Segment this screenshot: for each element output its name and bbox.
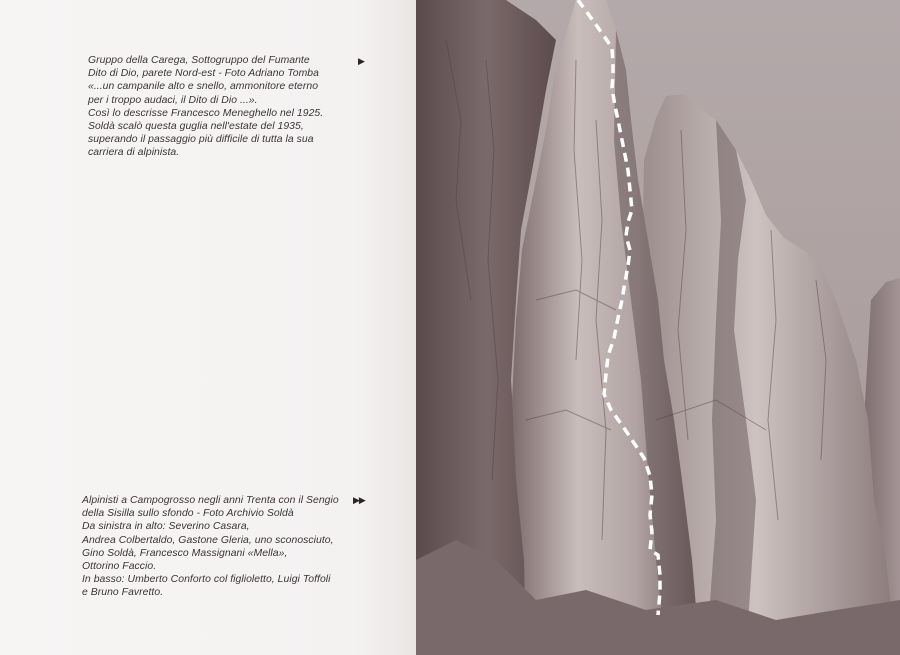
caption-line: Da sinistra in alto: Severino Casara,: [82, 521, 250, 533]
caption-alpinisti: [82, 494, 339, 600]
caption-line: Gino Soldà, Francesco Massignani «Mella»,: [82, 547, 288, 559]
caption-line: per i troppo audaci, il Dito di Dio ...».: [88, 94, 258, 106]
caption-line: e Bruno Favretto.: [82, 587, 164, 599]
caption-line: «...un campanile alto e snello, ammonitore eterno: [88, 81, 319, 93]
caption-line: della Sisilla sullo sfondo - Foto Archivio Soldà: [82, 508, 294, 520]
double-arrow-right-icon: ▶▶: [353, 495, 365, 505]
caption-line: Ottorino Faccio.: [82, 561, 157, 573]
caption-line: Gruppo della Carega, Sottogruppo del Fumante: [88, 55, 310, 66]
caption-line: Alpinisti a Campogrosso negli anni Trenta con il Sengio: [82, 495, 339, 506]
caption-line: carriera di alpinista.: [88, 147, 180, 159]
caption-line: Così lo descrisse Francesco Meneghello nel 1925.: [88, 107, 324, 119]
left-page: [0, 0, 416, 655]
caption-line: Soldà scalò questa guglia nell'estate del 1935,: [88, 121, 304, 133]
caption-line: Dito di Dio, parete Nord-est - Foto Adriano Tomba: [88, 68, 319, 80]
caption-line: Andrea Colbertaldo, Gastone Gleria, uno sconosciuto,: [82, 534, 334, 546]
mountain-photo: [416, 0, 900, 655]
arrow-right-icon: ▶: [358, 56, 365, 66]
caption-dito-di-dio: [88, 54, 323, 160]
caption-line: In basso: Umberto Conforto col figlioletto, Luigi Toffoli: [82, 574, 331, 586]
mountain-photo-drawing: [416, 0, 900, 655]
caption-line: superando il passaggio più difficile di tutta la sua: [88, 134, 314, 146]
